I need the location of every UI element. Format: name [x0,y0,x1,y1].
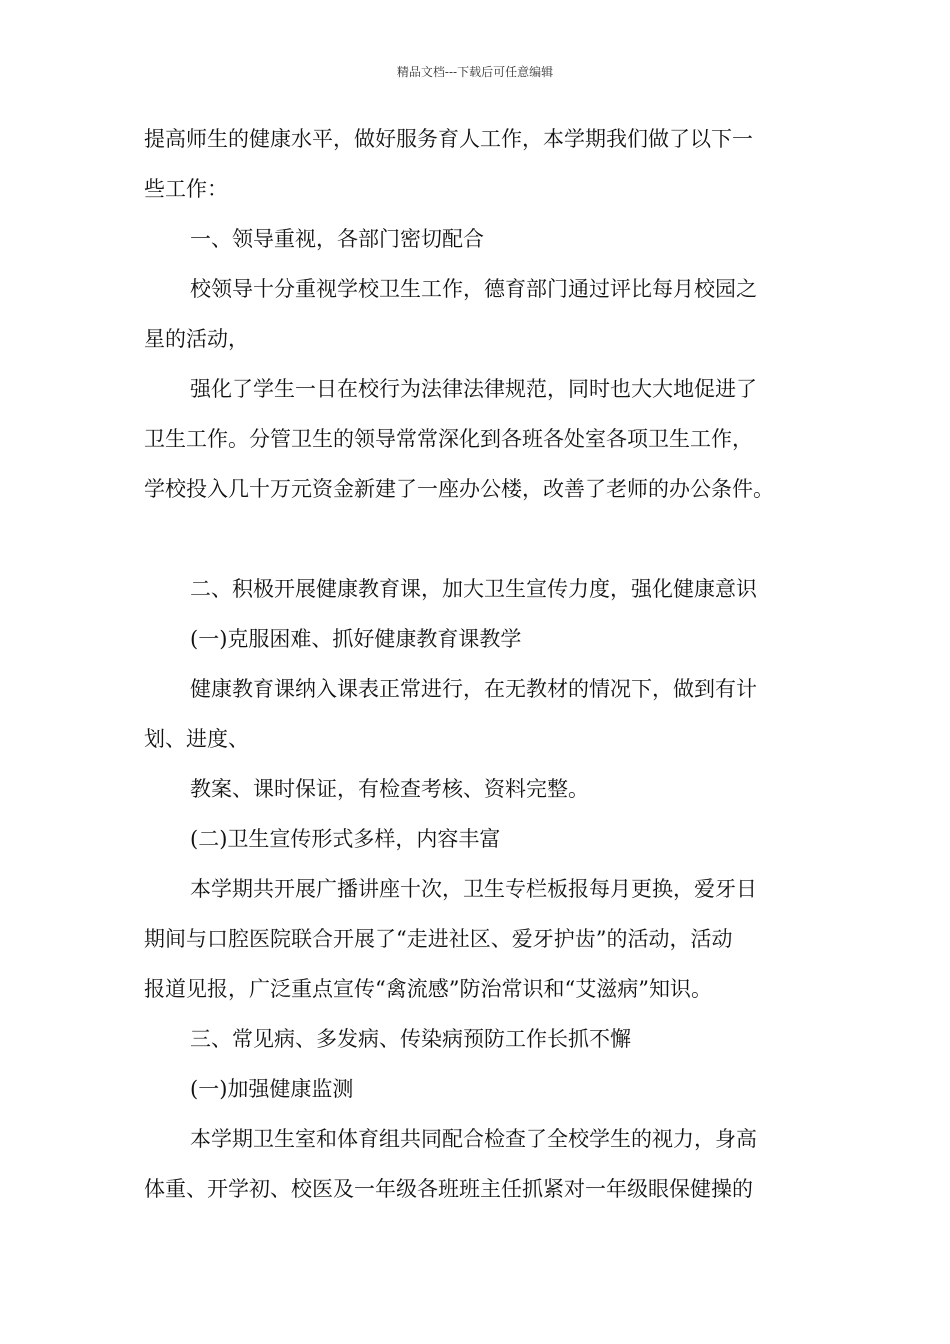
section-heading: 一、领导重视，各部门密切配合 [190,227,484,251]
paragraph-line: 卫生工作。分管卫生的领导常常深化到各班各处室各项卫生工作， [144,427,753,451]
paragraph-line: 学校投入几十万元资金新建了一座办公楼，改善了老师的办公条件。 [144,477,774,501]
paragraph-line: 本学期共开展广播讲座十次，卫生专栏板报每月更换，爱牙日 [190,877,757,901]
paragraph-line: 报道见报，广泛重点宣传“禽流感”防治常识和“艾滋病”知识。 [144,977,712,1001]
section-heading: 二、积极开展健康教育课，加大卫生宣传力度，强化健康意识 [190,577,757,601]
section-heading: 三、常见病、多发病、传染病预防工作长抓不懈 [190,1027,631,1051]
subsection-heading: (二)卫生宣传形式多样，内容丰富 [190,827,501,851]
blank-gap [144,526,824,576]
paragraph-line: 体重、开学初、校医及一年级各班班主任抓紧对一年级眼保健操的 [144,1177,753,1201]
paragraph-line: 校领导十分重视学校卫生工作，德育部门通过评比每月校园之 [190,277,757,301]
paragraph-line: 划、进度、 [144,727,249,751]
page-header: 精品文档---下载后可任意编辑 [396,65,554,79]
subsection-heading: (一)加强健康监测 [190,1077,354,1101]
paragraph-line: 强化了学生一日在校行为法律法律规范，同时也大大地促进了 [190,377,757,401]
paragraph-line: 些工作： [144,177,228,201]
paragraph-line: 健康教育课纳入课表正常进行，在无教材的情况下，做到有计 [190,677,757,701]
document-body [144,126,824,1226]
subsection-heading: (一)克服困难、抓好健康教育课教学 [190,627,522,651]
paragraph-line: 本学期卫生室和体育组共同配合检查了全校学生的视力，身高 [190,1127,757,1151]
paragraph-line: 教案、课时保证，有检查考核、资料完整。 [190,777,589,801]
paragraph-line: 提高师生的健康水平，做好服务育人工作，本学期我们做了以下一 [144,127,753,151]
paragraph-line: 星的活动， [144,327,249,351]
paragraph-line: 期间与口腔医院联合开展了“走进社区、爱牙护齿”的活动，活动 [144,927,733,951]
